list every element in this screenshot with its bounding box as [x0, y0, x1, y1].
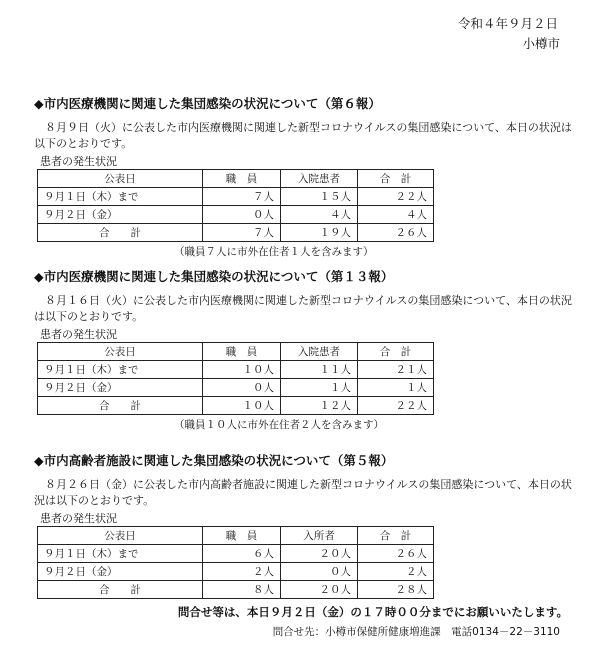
column-header: 合 計 — [358, 527, 434, 545]
table-cell: ８人 — [203, 581, 281, 599]
table-cell: ２人 — [358, 563, 434, 581]
table-cell: ４人 — [358, 206, 434, 224]
table-row — [38, 188, 434, 206]
table-cell: 合 計 — [38, 581, 203, 599]
table-row — [38, 361, 434, 379]
table-cell: ９月１日（木）まで — [38, 188, 203, 206]
column-header: 公表日 — [38, 343, 203, 361]
table-cell: ２１人 — [358, 361, 434, 379]
table-cell: ９月１日（木）まで — [38, 545, 203, 563]
column-header: 入院患者 — [281, 343, 358, 361]
table-cell: ２０人 — [281, 581, 358, 599]
table-header-row — [38, 170, 434, 188]
table-note: （職員７人に市外在住者１人を含みます） — [174, 246, 374, 258]
table-cell: ７人 — [203, 188, 281, 206]
table-cell: ９月１日（木）まで — [38, 361, 203, 379]
document-header — [458, 14, 558, 54]
document-date: 令和４年９月２日 — [457, 16, 558, 31]
table-cell: 合 計 — [38, 397, 203, 415]
issuing-city: 小樽市 — [522, 36, 560, 51]
table-header-row — [38, 343, 434, 361]
table-row — [38, 581, 434, 599]
section-title: ◆市内医療機関に関連した集団感染の状況について（第１３報） — [34, 269, 394, 284]
table-cell: ７人 — [203, 224, 281, 242]
table-cell: ９月２日（金） — [38, 379, 203, 397]
table-cell: ９月２日（金） — [38, 206, 203, 224]
section-body: ８月２６日（金）に公表した市内高齢者施設に関連した新型コロナウイルスの集団感染について、本日の状況は以下のとおりです。 — [34, 478, 572, 507]
table-row — [38, 545, 434, 563]
table-cell: １２人 — [281, 397, 358, 415]
table-header-row — [38, 527, 434, 545]
cluster-section — [34, 267, 574, 432]
table-cell: ０人 — [203, 206, 281, 224]
column-header: 職 員 — [203, 343, 281, 361]
inquiry-deadline: 問合せ等は、本日９月２日（金）の１７時００分までにお願いいたします。 — [177, 605, 568, 619]
table-cell: ９月２日（金） — [38, 563, 203, 581]
table-row — [38, 397, 434, 415]
table-cell: １５人 — [281, 188, 358, 206]
case-table — [37, 169, 434, 242]
column-header: 職 員 — [203, 527, 281, 545]
table-cell: ２６人 — [358, 224, 434, 242]
table-cell: １人 — [358, 379, 434, 397]
case-table — [37, 342, 434, 415]
table-cell: １人 — [281, 379, 358, 397]
table-caption: 患者の発生状況 — [40, 328, 117, 341]
table-cell: ２２人 — [358, 397, 434, 415]
cluster-section — [34, 94, 574, 259]
table-row — [38, 563, 434, 581]
table-cell: ０人 — [281, 563, 358, 581]
table-row — [38, 206, 434, 224]
table-caption: 患者の発生状況 — [40, 512, 117, 525]
table-row — [38, 224, 434, 242]
table-note: （職員１０人に市外在住者２人を含みます） — [174, 419, 384, 431]
table-row — [38, 379, 434, 397]
table-cell: １９人 — [281, 224, 358, 242]
table-cell: 合 計 — [38, 224, 203, 242]
section-body: ８月９日（火）に公表した市内医療機関に関連した新型コロナウイルスの集団感染について、本日の状況は以下のとおりです。 — [34, 121, 572, 150]
column-header: 職 員 — [203, 170, 281, 188]
column-header: 公表日 — [38, 170, 203, 188]
cluster-section — [34, 451, 574, 599]
table-cell: ０人 — [203, 379, 281, 397]
table-cell: ４人 — [281, 206, 358, 224]
table-cell: ２８人 — [358, 581, 434, 599]
table-cell: ２２人 — [358, 188, 434, 206]
table-cell: ２６人 — [358, 545, 434, 563]
column-header: 合 計 — [358, 170, 434, 188]
section-title: ◆市内医療機関に関連した集団感染の状況について（第６報） — [34, 96, 381, 111]
column-header: 入所者 — [281, 527, 358, 545]
table-cell: ２０人 — [281, 545, 358, 563]
section-title: ◆市内高齢者施設に関連した集団感染の状況について（第５報） — [34, 453, 394, 468]
table-cell: ６人 — [203, 545, 281, 563]
table-cell: １０人 — [203, 397, 281, 415]
column-header: 入院患者 — [281, 170, 358, 188]
section-body: ８月１６日（火）に公表した市内医療機関に関連した新型コロナウイルスの集団感染について、本日の状況は以下のとおりです。 — [34, 294, 572, 323]
column-header: 合 計 — [358, 343, 434, 361]
inquiry-contact: 問合せ先：小樽市保健所健康増進課 電話0134－22－3110 — [272, 626, 560, 638]
table-cell: １０人 — [203, 361, 281, 379]
column-header: 公表日 — [38, 527, 203, 545]
table-caption: 患者の発生状況 — [40, 155, 117, 168]
table-cell: ２人 — [203, 563, 281, 581]
table-cell: １１人 — [281, 361, 358, 379]
case-table — [37, 526, 434, 599]
